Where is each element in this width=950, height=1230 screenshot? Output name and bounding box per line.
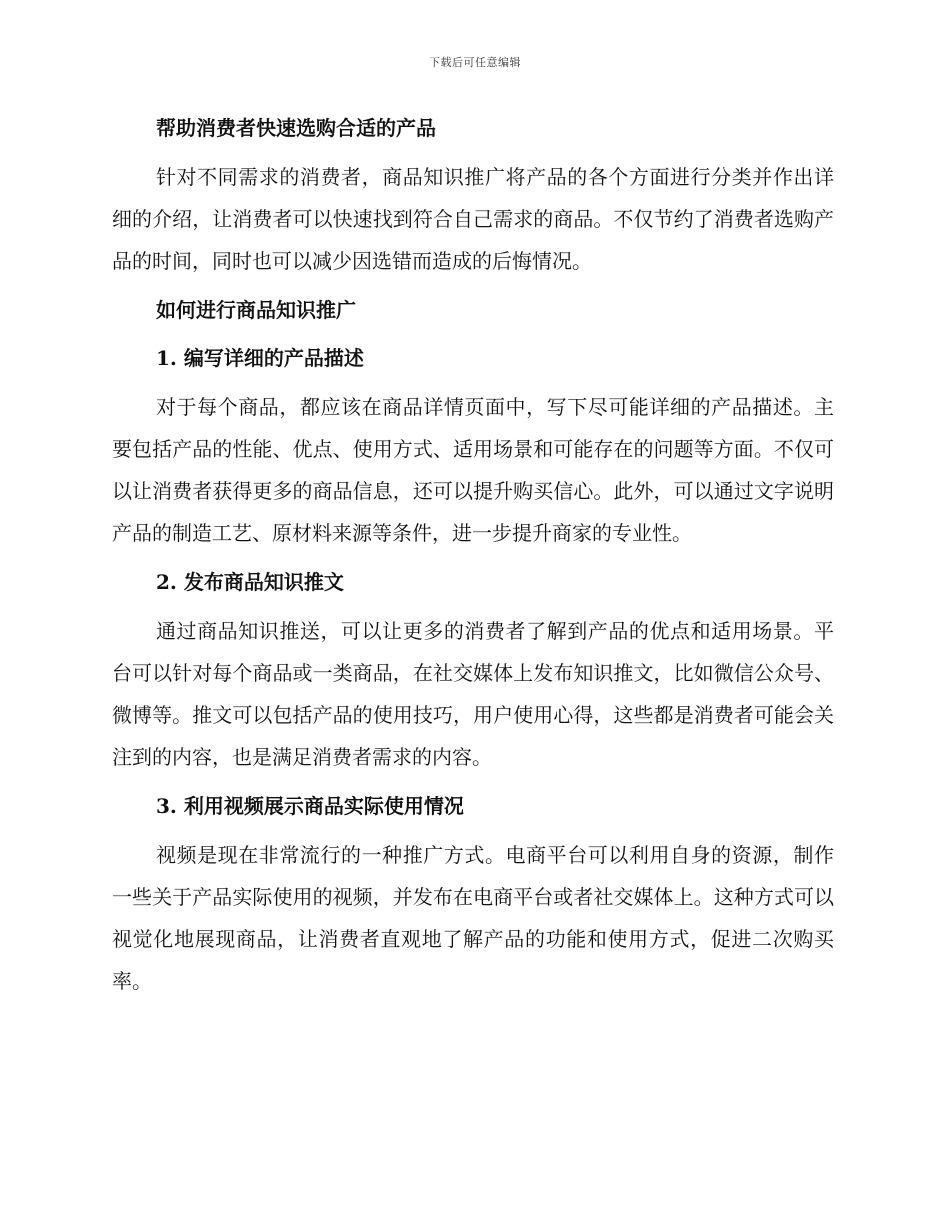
paragraph-benefit: 针对不同需求的消费者，商品知识推广将产品的各个方面进行分类并作出详细的介绍，让消费者可以快速找到符合自己需求的商品。不仅节约了消费者选购产品的时间，同时也可以减少因选错而造成的后悔情况。 xyxy=(112,165,834,273)
document-body xyxy=(112,108,834,1010)
subheading-video-demo: 3. 利用视频展示商品实际使用情况 xyxy=(156,794,464,818)
subheading-knowledge-posts: 2. 发布商品知识推文 xyxy=(156,570,344,594)
paragraph-knowledge-posts: 通过商品知识推送，可以让更多的消费者了解到产品的优点和适用场景。平台可以针对每个商品或一类商品，在社交媒体上发布知识推文，比如微信公众号、微博等。推文可以包括产品的使用技巧，用户使用心得，这些都是消费者可能会关注到的内容，也是满足消费者需求的内容。 xyxy=(112,619,834,769)
section-heading-how-to: 如何进行商品知识推广 xyxy=(156,298,356,322)
page-header: 下载后可任意编辑 xyxy=(429,56,521,69)
subheading-product-description: 1. 编写详细的产品描述 xyxy=(156,346,364,370)
paragraph-product-description: 对于每个商品，都应该在商品详情页面中，写下尽可能详细的产品描述。主要包括产品的性能、优点、使用方式、适用场景和可能存在的问题等方面。不仅可以让消费者获得更多的商品信息，还可以提升购买信心。此外，可以通过文字说明产品的制造工艺、原材料来源等条件，进一步提升商家的专业性。 xyxy=(112,395,834,545)
paragraph-video-demo: 视频是现在非常流行的一种推广方式。电商平台可以利用自身的资源，制作一些关于产品实际使用的视频，并发布在电商平台或者社交媒体上。这种方式可以视觉化地展现商品，让消费者直观地了解产品的功能和使用方式，促进二次购买率。 xyxy=(112,843,834,993)
section-heading-benefit: 帮助消费者快速选购合适的产品 xyxy=(156,116,436,140)
